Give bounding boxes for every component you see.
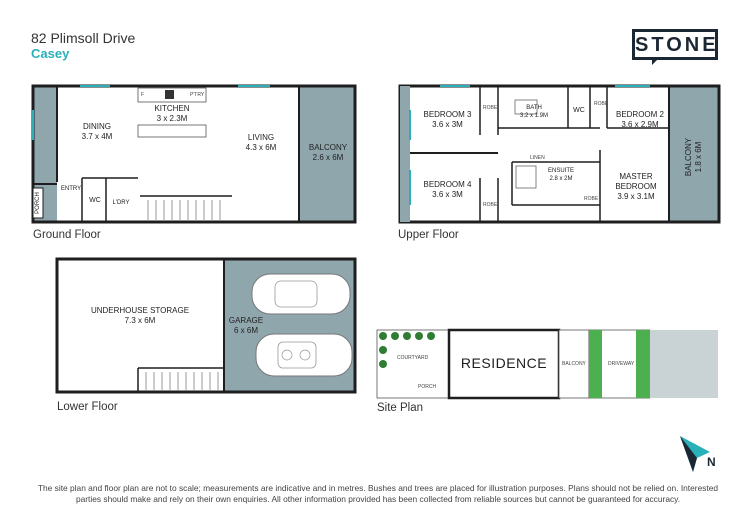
ensuite-shower bbox=[516, 166, 536, 188]
bedroom4-size: 3.6 x 3M bbox=[432, 190, 463, 199]
upper-floor-title: Upper Floor bbox=[398, 229, 459, 241]
bedroom2-room bbox=[613, 110, 667, 130]
north-letter: N bbox=[707, 455, 716, 469]
upper-balcony bbox=[684, 126, 704, 188]
garden-strip-right bbox=[636, 330, 650, 398]
upper-balcony-label: BALCONY bbox=[684, 137, 693, 177]
stone-logo: STONE bbox=[632, 29, 718, 60]
courtyard-area bbox=[377, 330, 449, 398]
ground-stairs bbox=[148, 200, 220, 220]
linen-label: LINEN bbox=[530, 155, 545, 161]
driveway-label: DRIVEWAY bbox=[608, 361, 635, 367]
bedroom3-room bbox=[420, 110, 475, 130]
upper-floor-plan bbox=[400, 86, 719, 222]
dining-label: DINING bbox=[83, 122, 111, 131]
residence-label: RESIDENCE bbox=[460, 355, 548, 371]
storage-size: 7.3 x 6M bbox=[124, 316, 156, 325]
dining-size: 3.7 x 4M bbox=[81, 132, 113, 141]
living-room bbox=[236, 133, 286, 153]
ensuite-label: ENSUITE bbox=[547, 168, 574, 174]
robe-label-3: ROBE bbox=[483, 202, 498, 208]
upper-wc-label: WC bbox=[573, 107, 585, 114]
master-bedroom-room bbox=[606, 172, 666, 202]
ground-wc-label: WC bbox=[89, 197, 101, 204]
kitchen-size: 3 x 2.3M bbox=[156, 114, 188, 123]
pantry-label: P'TRY bbox=[190, 92, 205, 98]
kitchen-island bbox=[138, 125, 206, 137]
kitchen-label: KITCHEN bbox=[154, 104, 190, 113]
laundry-label: L'DRY bbox=[112, 200, 130, 206]
property-address: 82 Plimsoll Drive bbox=[31, 30, 136, 46]
garage-size: 6 x 6M bbox=[233, 326, 258, 335]
robe-label-1: ROBE bbox=[483, 105, 498, 111]
fridge-label: F bbox=[141, 92, 145, 98]
property-suburb: Casey bbox=[31, 46, 70, 61]
site-plan-title: Site Plan bbox=[377, 402, 424, 414]
garage-room bbox=[224, 316, 268, 336]
porch-label: PORCH bbox=[35, 192, 41, 214]
garage-label: GARAGE bbox=[228, 316, 264, 325]
master-label-line1: MASTER bbox=[619, 172, 653, 181]
site-balcony-label: BALCONY bbox=[562, 361, 586, 367]
upper-balcony-size: 1.8 x 6M bbox=[694, 141, 703, 173]
bedroom4-room bbox=[420, 180, 475, 200]
living-size: 4.3 x 6M bbox=[245, 143, 277, 152]
master-size: 3.9 x 3.1M bbox=[617, 192, 655, 201]
site-porch-label: PORCH bbox=[418, 384, 437, 390]
living-label: LIVING bbox=[247, 133, 275, 142]
kitchen-room bbox=[145, 104, 199, 124]
garden-strip-left bbox=[589, 330, 602, 398]
neighbour-lot bbox=[650, 330, 718, 398]
cooktop-icon bbox=[165, 90, 174, 99]
ground-balcony bbox=[302, 143, 354, 163]
bath-size: 3.2 x 1.9M bbox=[519, 113, 548, 119]
ensuite-size: 2.8 x 2M bbox=[549, 176, 573, 182]
bedroom2-size: 3.6 x 2.9M bbox=[621, 120, 659, 129]
storage-label: UNDERHOUSE STORAGE bbox=[90, 306, 190, 315]
north-arrow-icon bbox=[680, 436, 710, 472]
robe-label-4: ROBE bbox=[584, 196, 599, 202]
lower-stairs bbox=[146, 372, 218, 390]
courtyard-label: COURTYARD bbox=[397, 355, 429, 361]
bedroom4-label: BEDROOM 4 bbox=[423, 180, 472, 189]
convertible-car-icon bbox=[256, 334, 352, 376]
dining-room bbox=[72, 122, 122, 142]
ground-balcony-size: 2.6 x 6M bbox=[312, 153, 344, 162]
bedroom3-label: BEDROOM 3 bbox=[423, 110, 472, 119]
upper-side-wall bbox=[400, 86, 410, 222]
ground-floor-title: Ground Floor bbox=[33, 229, 101, 241]
car-icon bbox=[252, 274, 350, 314]
bedroom3-size: 3.6 x 3M bbox=[432, 120, 463, 129]
storage-room bbox=[82, 306, 198, 326]
bath-room bbox=[512, 104, 556, 120]
robe-label-2: ROBE bbox=[594, 101, 609, 107]
ensuite-room bbox=[536, 167, 586, 183]
bath-label: BATH bbox=[526, 105, 542, 111]
disclaimer-text: The site plan and floor plan are not to scale; measurements are indicative and in metres. Bushes and trees are placed for illustration purposes. Plans should not be relied on. Interested parties should make and rely on their own enquiries. All other information provided has been collected from reliable sources but cannot be guaranteed for accuracy. bbox=[37, 483, 719, 504]
entry-label: ENTRY bbox=[60, 186, 82, 192]
bedroom2-label: BEDROOM 2 bbox=[615, 110, 664, 119]
lower-floor-title: Lower Floor bbox=[57, 401, 118, 413]
master-label-line2: BEDROOM bbox=[615, 182, 657, 191]
ground-balcony-label: BALCONY bbox=[308, 143, 348, 152]
